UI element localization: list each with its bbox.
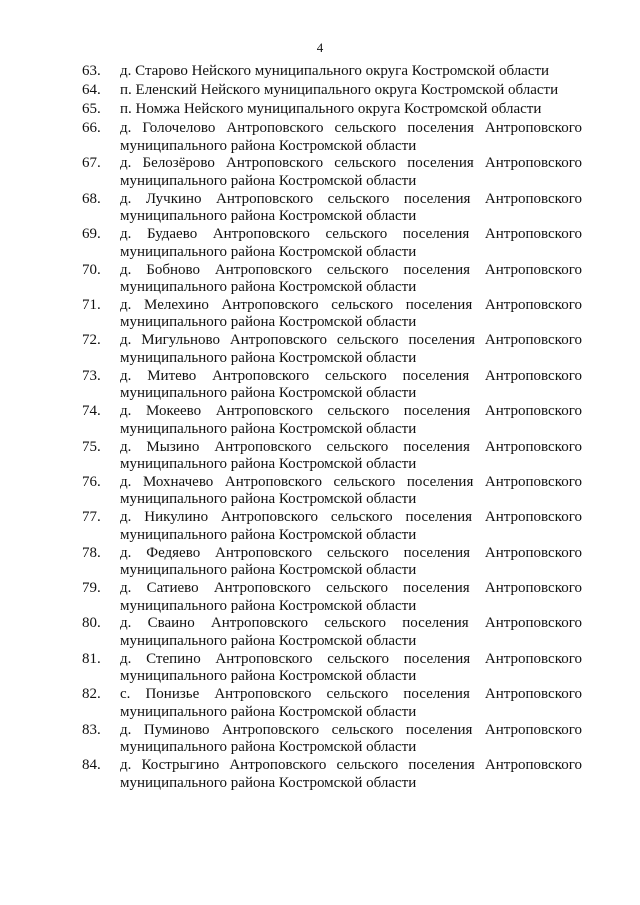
item-text: с. Понизье Антроповского сельского поселения Антроповского муниципального района Костромской области — [120, 686, 582, 720]
item-number: 69. — [82, 226, 101, 243]
list-item — [0, 439, 640, 474]
item-text: д. Мигульново Антроповского сельского поселения Антроповского муниципального района Костромской области — [120, 332, 582, 366]
item-text: д. Пуминово Антроповского сельского поселения Антроповского муниципального района Костромской области — [120, 721, 582, 756]
item-number: 71. — [82, 296, 101, 313]
item-text: д. Лучкино Антроповского сельского поселения Антроповского муниципального района Костромской области — [120, 190, 582, 225]
list-item — [0, 615, 640, 650]
list-item — [0, 368, 640, 403]
item-number: 83. — [82, 721, 101, 738]
list-item — [0, 722, 640, 757]
page-number: 4 — [316, 40, 324, 55]
item-text: п. Еленский Нейского муниципального округа Костромской области — [120, 82, 559, 98]
item-number: 75. — [82, 438, 101, 455]
item-text: д. Белозёрово Антроповского сельского поселения Антроповского муниципального района Костромской области — [120, 155, 582, 189]
item-number: 77. — [82, 509, 101, 526]
item-number: 64. — [82, 82, 101, 98]
item-number: 72. — [82, 332, 101, 349]
list-item — [0, 155, 640, 190]
list-item — [0, 191, 640, 226]
item-number: 82. — [82, 686, 101, 703]
item-number: 76. — [82, 473, 101, 490]
item-number: 66. — [82, 120, 101, 136]
list-item — [0, 120, 640, 155]
list-item — [0, 63, 640, 82]
item-text: д. Степино Антроповского сельского поселения Антроповского муниципального района Костромской области — [120, 650, 582, 685]
item-number: 65. — [82, 101, 101, 117]
item-number: 81. — [82, 650, 101, 667]
list-item — [0, 580, 640, 615]
item-text: д. Мокеево Антроповского сельского поселения Антроповского муниципального района Костромской области — [120, 403, 582, 437]
item-number: 63. — [82, 63, 101, 79]
item-number: 74. — [82, 403, 101, 420]
list-item — [0, 651, 640, 686]
item-text: д. Будаево Антроповского сельского поселения Антроповского муниципального района Костромской области — [120, 226, 582, 260]
item-text: д. Мызино Антроповского сельского поселения Антроповского муниципального района Костромской области — [120, 438, 582, 473]
item-number: 78. — [82, 544, 101, 561]
list-item — [0, 403, 640, 438]
item-text: д. Никулино Антроповского сельского поселения Антроповского муниципального района Костромской области — [120, 509, 582, 543]
list-item — [0, 82, 640, 101]
item-number: 68. — [82, 190, 101, 207]
item-text: д. Мелехино Антроповского сельского поселения Антроповского муниципального района Костромской области — [120, 296, 582, 331]
item-text: д. Кострыгино Антроповского сельского поселения Антроповского муниципального района Костромской области — [120, 757, 582, 791]
item-text: д. Сваино Антроповского сельского поселения Антроповского муниципального района Костромской области — [120, 615, 582, 649]
item-text: д. Старово Нейского муниципального округа Костромской области — [120, 63, 550, 79]
list-item — [0, 262, 640, 297]
item-number: 84. — [82, 757, 101, 774]
item-number: 79. — [82, 580, 101, 597]
item-number: 73. — [82, 367, 101, 384]
item-number: 70. — [82, 261, 101, 278]
list-item — [0, 332, 640, 367]
item-text: д. Сатиево Антроповского сельского поселения Антроповского муниципального района Костромской области — [120, 580, 582, 614]
settlement-list — [0, 63, 640, 792]
item-number: 80. — [82, 615, 101, 632]
item-text: д. Бобново Антроповского сельского поселения Антроповского муниципального района Костромской области — [120, 261, 582, 296]
list-item — [0, 757, 640, 792]
list-item — [0, 474, 640, 509]
item-text: д. Митево Антроповского сельского поселения Антроповского муниципального района Костромской области — [120, 367, 582, 402]
item-text: п. Номжа Нейского муниципального округа Костромской области — [120, 101, 542, 117]
list-item — [0, 297, 640, 332]
list-item — [0, 226, 640, 261]
list-item — [0, 686, 640, 721]
list-item — [0, 509, 640, 544]
list-item — [0, 545, 640, 580]
list-item — [0, 101, 640, 120]
item-text: д. Голочелово Антроповского сельского поселения Антроповского муниципального района Костромской области — [120, 120, 582, 154]
item-number: 67. — [82, 155, 101, 172]
item-text: д. Федяево Антроповского сельского поселения Антроповского муниципального района Костромской области — [120, 544, 582, 579]
item-text: д. Мохначево Антроповского сельского поселения Антроповского муниципального района Костромской области — [120, 473, 582, 508]
